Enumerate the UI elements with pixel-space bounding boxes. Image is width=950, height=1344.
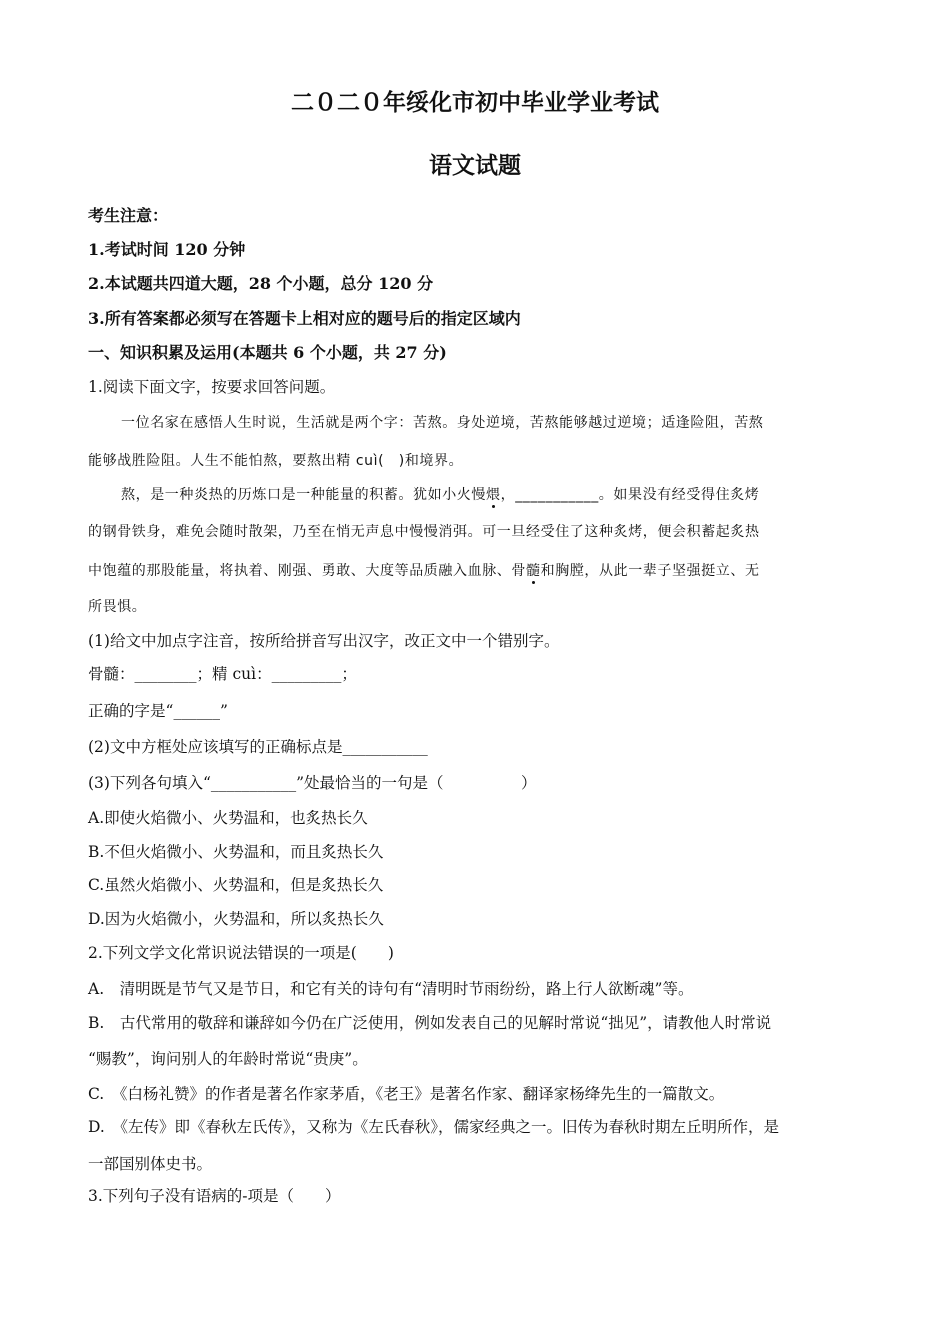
option-a: A. 清明既是节气又是节日，和它有关的诗句有“清明时节雨纷纷，路上行人欲断魂”等。 [88, 980, 694, 998]
notice-item: 3.所有答案都必须写在答题卡上相对应的题号后的指定区域内 [88, 309, 521, 328]
option-d: D. 《左传》即《春秋左氏传》，又称为《左氏春秋》，儒家经典之一。旧传为春秋时期左丘明所作，是 [88, 1118, 780, 1136]
answer-blank: ___________ [342, 738, 428, 756]
label: ； [341, 665, 357, 683]
answer-blank: ______ [173, 702, 220, 720]
option-d: D.因为火焰微小，火势温和，所以炙热长久 [88, 910, 384, 928]
option-b-continued: “赐教”，询问别人的年龄时常说“贵庚”。 [88, 1050, 368, 1068]
passage-line: 能够战胜险阻。人生不能怕熬，要熬出精 cuì( )和境界。 [88, 453, 464, 469]
passage-line: 所畏惧。 [88, 599, 147, 615]
subquestion-3: (3)下列各句填入“___________”处最恰当的一句是（ ） [88, 774, 537, 792]
notice-heading: 考生注意： [88, 206, 169, 225]
question-1-stem: 1.阅读下面文字，按要求回答问题。 [88, 378, 336, 396]
passage-line [88, 561, 760, 581]
passage-text: ，___________。如果没有经受得住炙烤 [500, 487, 760, 503]
dotted-character: 煨 [486, 487, 501, 503]
notice-item: 2.本试题共四道大题，28 个小题，总分 120 分 [88, 274, 434, 293]
label: (2)文中方框处应该填写的正确标点是 [88, 738, 343, 756]
passage-line: 的钢骨铁身，难免会随时散架，乃至在悄无声息中慢慢消弭。可一旦经受住了这种炙烤，便会积蓄起炙热 [88, 524, 760, 540]
subquestion-1-correction [88, 701, 228, 721]
passage-line: 一位名家在感悟人生时说，生活就是两个字：苦熬。身处逆境，苦熬能够越过逆境；适逢险阻，苦熬 [121, 415, 764, 431]
subquestion-1-answers [88, 664, 357, 684]
option-a: A.即使火焰微小、火势温和，也炙热长久 [88, 809, 368, 827]
passage-text: 中饱蕴的那股能量，将执着、刚强、勇敢、大度等品质融入血脉、骨 [88, 563, 526, 579]
answer-blank: ________ [134, 665, 197, 683]
option-b: B. 古代常用的敬辞和谦辞如今仍在广泛使用，例如发表自己的见解时常说“拙见”，请教他人时常说 [88, 1014, 772, 1032]
answer-blank: _________ [271, 665, 342, 683]
passage-line [121, 485, 759, 505]
option-c: C.虽然火焰微小、火势温和，但是炙热长久 [88, 876, 384, 894]
subquestion-2 [88, 737, 428, 757]
question-2-stem: 2.下列文学文化常识说法错误的一项是( ) [88, 944, 394, 962]
section-heading: 一、知识积累及运用(本题共 6 个小题，共 27 分) [88, 343, 447, 362]
option-b: B.不但火焰微小、火势温和，而且炙热长久 [88, 843, 384, 861]
label: 正确的字是“ [88, 702, 174, 720]
subquestion-1: (1)给文中加点字注音，按所给拼音写出汉字，改正文中一个错别字。 [88, 632, 560, 650]
question-3-stem: 3.下列句子没有语病的-项是（ ） [88, 1187, 341, 1205]
option-d-continued: 一部国别体史书。 [88, 1155, 213, 1173]
exam-subtitle: 语文试题 [429, 152, 521, 179]
notice-item: 1.考试时间 120 分钟 [88, 240, 246, 259]
exam-title: 二０二０年绥化市初中毕业学业考试 [291, 89, 659, 116]
label: ；精 cuì： [196, 665, 272, 683]
option-c: C. 《白杨礼赞》的作者是著名作家茅盾，《老王》是著名作家、翻译家杨绛先生的一篇散文。 [88, 1085, 725, 1103]
passage-text: 熬，是一种炎热的历炼口是一种能量的积蓄。犹如小火慢 [121, 487, 486, 503]
dotted-character: 髓 [526, 563, 541, 579]
label: 骨髓： [88, 665, 135, 683]
label: ” [219, 702, 228, 720]
passage-text: 和胸膛，从此一辈子坚强挺立、无 [540, 563, 760, 579]
